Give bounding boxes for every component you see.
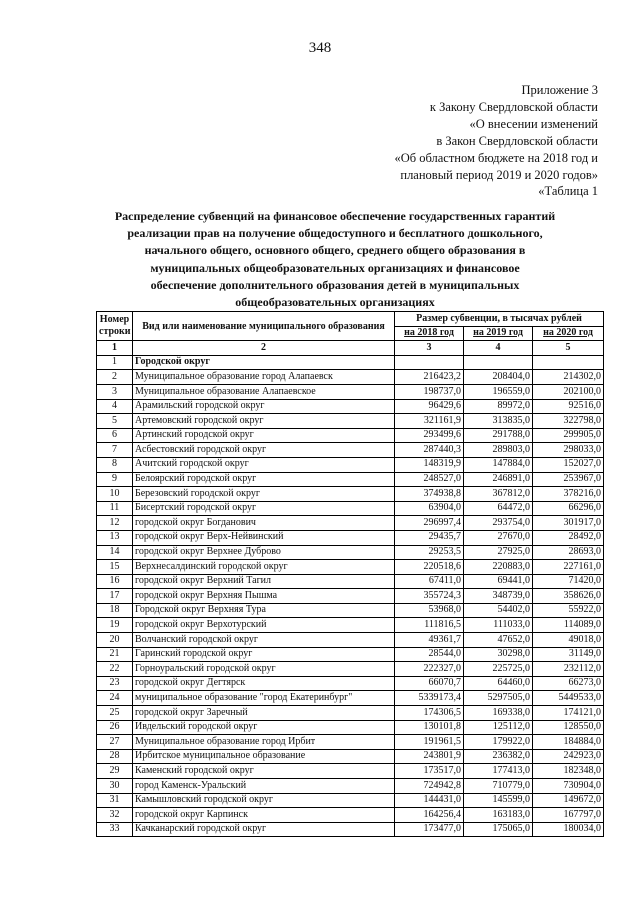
value-2020-cell: 301917,0 (533, 516, 604, 531)
value-2020-cell: 253967,0 (533, 472, 604, 487)
municipality-name-cell: Березовский городской округ (133, 487, 395, 502)
value-2018-cell: 53968,0 (395, 603, 464, 618)
municipality-name-cell: Камышловский городской округ (133, 793, 395, 808)
value-2019-cell: 147884,0 (464, 457, 533, 472)
value-2018-cell: 220518,6 (395, 560, 464, 575)
column-number: 3 (395, 341, 464, 356)
row-number-cell: 8 (97, 457, 133, 472)
value-2020-cell: 378216,0 (533, 487, 604, 502)
header-2019-label: на 2019 год (473, 327, 523, 339)
table-row (97, 735, 604, 750)
table-row (97, 779, 604, 794)
value-2019-cell: 30298,0 (464, 647, 533, 662)
value-2018-cell: 174306,5 (395, 706, 464, 721)
value-2020-cell: 232112,0 (533, 662, 604, 677)
value-2019-cell: 145599,0 (464, 793, 533, 808)
value-2018-cell: 355724,3 (395, 589, 464, 604)
value-2020-cell: 149672,0 (533, 793, 604, 808)
municipality-name-cell: Асбестовский городской округ (133, 443, 395, 458)
table-row (97, 443, 604, 458)
value-2018-cell: 28544,0 (395, 647, 464, 662)
table-row (97, 530, 604, 545)
municipality-name-cell: городской округ Верхотурский (133, 618, 395, 633)
column-number: 4 (464, 341, 533, 356)
row-number-cell: 3 (97, 384, 133, 399)
value-2018-cell: 287440,3 (395, 443, 464, 458)
municipality-name-cell: Муниципальное образование город Ирбит (133, 735, 395, 750)
table-row (97, 676, 604, 691)
value-2018-cell: 49361,7 (395, 633, 464, 648)
value-2018-cell: 173477,0 (395, 822, 464, 837)
value-2020-cell: 227161,0 (533, 560, 604, 575)
value-2020-cell: 152027,0 (533, 457, 604, 472)
value-2020-cell: 182348,0 (533, 764, 604, 779)
value-2018-cell: 216423,2 (395, 370, 464, 385)
value-2020-cell: 71420,0 (533, 574, 604, 589)
header-number-line2: строки (99, 326, 131, 338)
municipality-name-cell: Ачитский городской округ (133, 457, 395, 472)
municipality-name-cell: городской округ Богданович (133, 516, 395, 531)
value-2019-cell: 69441,0 (464, 574, 533, 589)
table-row (97, 793, 604, 808)
table-row (97, 808, 604, 823)
value-2018-cell: 724942,8 (395, 779, 464, 794)
value-2019-cell: 208404,0 (464, 370, 533, 385)
municipality-name-cell: Арамильский городской округ (133, 399, 395, 414)
row-number-cell: 16 (97, 574, 133, 589)
value-2019-cell: 196559,0 (464, 384, 533, 399)
value-2020-cell: 167797,0 (533, 808, 604, 823)
value-2020-cell: 114089,0 (533, 618, 604, 633)
row-number-cell: 25 (97, 706, 133, 721)
title-line: начального общего, основного общего, среднего общего образования в (144, 243, 526, 258)
header-amount: Размер субвенции, в тысячах рублей (395, 312, 604, 327)
table-row (97, 370, 604, 385)
value-2019-cell: 236382,0 (464, 749, 533, 764)
appendix-line: плановый период 2019 и 2020 годов» (400, 168, 598, 182)
table-row (97, 399, 604, 414)
value-2020-cell: 92516,0 (533, 399, 604, 414)
value-2018-cell: 29253,5 (395, 545, 464, 560)
value-2020-cell: 128550,0 (533, 720, 604, 735)
value-2018-cell: 173517,0 (395, 764, 464, 779)
table-row (97, 428, 604, 443)
row-number-cell: 9 (97, 472, 133, 487)
row-number-cell: 30 (97, 779, 133, 794)
value-2020-cell: 730904,0 (533, 779, 604, 794)
value-2019-cell (464, 355, 533, 370)
municipality-name-cell: Каменский городской округ (133, 764, 395, 779)
subvention-table (96, 311, 604, 837)
row-number-cell: 17 (97, 589, 133, 604)
value-2018-cell: 293499,6 (395, 428, 464, 443)
value-2019-cell: 289803,0 (464, 443, 533, 458)
table-row (97, 633, 604, 648)
row-number-cell: 21 (97, 647, 133, 662)
value-2018-cell: 148319,9 (395, 457, 464, 472)
table-row (97, 764, 604, 779)
value-2019-cell: 177413,0 (464, 764, 533, 779)
value-2018-cell: 243801,9 (395, 749, 464, 764)
row-number-cell: 4 (97, 399, 133, 414)
table-row (97, 822, 604, 837)
table-row (97, 487, 604, 502)
row-number-cell: 19 (97, 618, 133, 633)
value-2020-cell: 31149,0 (533, 647, 604, 662)
value-2019-cell: 47652,0 (464, 633, 533, 648)
table-row (97, 560, 604, 575)
table-row (97, 589, 604, 604)
municipality-name-cell: Гаринский городской округ (133, 647, 395, 662)
value-2020-cell: 174121,0 (533, 706, 604, 721)
table-row (97, 472, 604, 487)
municipality-name-cell: Ивдельский городской округ (133, 720, 395, 735)
municipality-name-cell: Артемовский городской округ (133, 414, 395, 429)
table-row (97, 414, 604, 429)
value-2018-cell: 374938,8 (395, 487, 464, 502)
value-2019-cell: 64460,0 (464, 676, 533, 691)
value-2019-cell: 169338,0 (464, 706, 533, 721)
row-number-cell: 18 (97, 603, 133, 618)
municipality-name-cell: Городской округ (133, 355, 395, 370)
value-2018-cell: 144431,0 (395, 793, 464, 808)
value-2020-cell: 55922,0 (533, 603, 604, 618)
table-row (97, 574, 604, 589)
title-line: обеспечение дополнительного образования детей в муниципальных (150, 277, 520, 292)
column-numbers-row (97, 341, 604, 356)
value-2018-cell: 198737,0 (395, 384, 464, 399)
value-2019-cell: 5297505,0 (464, 691, 533, 706)
row-number-cell: 10 (97, 487, 133, 502)
value-2020-cell: 184884,0 (533, 735, 604, 750)
value-2020-cell (533, 355, 604, 370)
value-2020-cell: 5449533,0 (533, 691, 604, 706)
value-2018-cell: 164256,4 (395, 808, 464, 823)
municipality-name-cell: муниципальное образование "город Екатеринбург" (133, 691, 395, 706)
value-2020-cell: 202100,0 (533, 384, 604, 399)
row-number-cell: 28 (97, 749, 133, 764)
header-2020 (533, 326, 604, 341)
value-2018-cell: 5339173,4 (395, 691, 464, 706)
value-2019-cell: 27670,0 (464, 530, 533, 545)
row-number-cell: 13 (97, 530, 133, 545)
municipality-name-cell: городской округ Верхнее Дуброво (133, 545, 395, 560)
value-2018-cell (395, 355, 464, 370)
value-2019-cell: 367812,0 (464, 487, 533, 502)
row-number-cell: 5 (97, 414, 133, 429)
value-2019-cell: 111033,0 (464, 618, 533, 633)
table-body (97, 355, 604, 837)
row-number-cell: 24 (97, 691, 133, 706)
value-2020-cell: 242923,0 (533, 749, 604, 764)
value-2018-cell: 63904,0 (395, 501, 464, 516)
table-row (97, 706, 604, 721)
value-2020-cell: 214302,0 (533, 370, 604, 385)
value-2019-cell: 163183,0 (464, 808, 533, 823)
row-number-cell: 29 (97, 764, 133, 779)
appendix-line: Приложение 3 (521, 83, 598, 97)
municipality-name-cell: Белоярский городской округ (133, 472, 395, 487)
value-2018-cell: 222327,0 (395, 662, 464, 677)
table-row (97, 618, 604, 633)
table-row (97, 501, 604, 516)
value-2018-cell: 29435,7 (395, 530, 464, 545)
value-2019-cell: 710779,0 (464, 779, 533, 794)
column-number: 5 (533, 341, 604, 356)
row-number-cell: 27 (97, 735, 133, 750)
municipality-name-cell: городской округ Заречный (133, 706, 395, 721)
municipality-name-cell: Верхнесалдинский городской округ (133, 560, 395, 575)
value-2019-cell: 27925,0 (464, 545, 533, 560)
value-2018-cell: 66070,7 (395, 676, 464, 691)
municipality-name-cell: городской округ Дегтярск (133, 676, 395, 691)
table-row (97, 662, 604, 677)
municipality-name-cell: город Каменск-Уральский (133, 779, 395, 794)
value-2020-cell: 358626,0 (533, 589, 604, 604)
value-2019-cell: 225725,0 (464, 662, 533, 677)
value-2020-cell: 66296,0 (533, 501, 604, 516)
title-line: общеобразовательных организациях (235, 295, 435, 310)
municipality-name-cell: городской округ Верхняя Пышма (133, 589, 395, 604)
appendix-line: к Закону Свердловской области (429, 100, 598, 114)
value-2019-cell: 246891,0 (464, 472, 533, 487)
table-row (97, 647, 604, 662)
value-2020-cell: 298033,0 (533, 443, 604, 458)
row-number-cell: 1 (97, 355, 133, 370)
row-number-cell: 20 (97, 633, 133, 648)
row-number-cell: 23 (97, 676, 133, 691)
title-line: реализации прав на получение общедоступного и бесплатного дошкольного, (127, 226, 543, 241)
header-municipality: Вид или наименование муниципального образования (133, 312, 395, 341)
value-2018-cell: 296997,4 (395, 516, 464, 531)
value-2019-cell: 313835,0 (464, 414, 533, 429)
header-row-number (97, 312, 133, 341)
value-2019-cell: 175065,0 (464, 822, 533, 837)
table-row (97, 355, 604, 370)
document-title (100, 208, 570, 311)
value-2019-cell: 89972,0 (464, 399, 533, 414)
value-2019-cell: 64472,0 (464, 501, 533, 516)
row-number-cell: 2 (97, 370, 133, 385)
header-number-line1: Номер (99, 313, 130, 325)
table-row (97, 749, 604, 764)
value-2019-cell: 54402,0 (464, 603, 533, 618)
municipality-name-cell: Волчанский городской округ (133, 633, 395, 648)
value-2020-cell: 299905,0 (533, 428, 604, 443)
value-2018-cell: 321161,9 (395, 414, 464, 429)
title-line: муниципальных общеобразовательных организациях и финансовое (150, 260, 520, 275)
column-number: 1 (97, 341, 133, 356)
row-number-cell: 22 (97, 662, 133, 677)
municipality-name-cell: Ирбитское муниципальное образование (133, 749, 395, 764)
municipality-name-cell: городской округ Карпинск (133, 808, 395, 823)
row-number-cell: 31 (97, 793, 133, 808)
value-2018-cell: 67411,0 (395, 574, 464, 589)
municipality-name-cell: Муниципальное образование Алапаевское (133, 384, 395, 399)
column-number: 2 (133, 341, 395, 356)
value-2018-cell: 248527,0 (395, 472, 464, 487)
row-number-cell: 11 (97, 501, 133, 516)
table-row (97, 384, 604, 399)
municipality-name-cell: Горноуральский городской округ (133, 662, 395, 677)
table-row (97, 516, 604, 531)
value-2020-cell: 180034,0 (533, 822, 604, 837)
row-number-cell: 15 (97, 560, 133, 575)
appendix-line: «О внесении изменений (469, 117, 598, 131)
value-2019-cell: 348739,0 (464, 589, 533, 604)
value-2019-cell: 125112,0 (464, 720, 533, 735)
value-2020-cell: 66273,0 (533, 676, 604, 691)
header-2018 (395, 326, 464, 341)
municipality-name-cell: городской округ Верх-Нейвинский (133, 530, 395, 545)
title-line: Распределение субвенций на финансовое обеспечение государственных гарантий (114, 209, 556, 223)
value-2020-cell: 28693,0 (533, 545, 604, 560)
row-number-cell: 33 (97, 822, 133, 837)
municipality-name-cell: Городской округ Верхняя Тура (133, 603, 395, 618)
value-2018-cell: 96429,6 (395, 399, 464, 414)
value-2019-cell: 293754,0 (464, 516, 533, 531)
municipality-name-cell: Качканарский городской округ (133, 822, 395, 837)
value-2019-cell: 179922,0 (464, 735, 533, 750)
value-2019-cell: 291788,0 (464, 428, 533, 443)
municipality-name-cell: городской округ Верхний Тагил (133, 574, 395, 589)
header-2019 (464, 326, 533, 341)
municipality-name-cell: Артинский городской округ (133, 428, 395, 443)
value-2020-cell: 49018,0 (533, 633, 604, 648)
value-2018-cell: 191961,5 (395, 735, 464, 750)
row-number-cell: 12 (97, 516, 133, 531)
header-2020-label: на 2020 год (543, 327, 593, 339)
row-number-cell: 7 (97, 443, 133, 458)
table-row (97, 603, 604, 618)
row-number-cell: 26 (97, 720, 133, 735)
table-row (97, 720, 604, 735)
value-2020-cell: 28492,0 (533, 530, 604, 545)
municipality-name-cell: Муниципальное образование город Алапаевск (133, 370, 395, 385)
value-2018-cell: 111816,5 (395, 618, 464, 633)
row-number-cell: 32 (97, 808, 133, 823)
table-row (97, 545, 604, 560)
appendix-line: в Закон Свердловской области (436, 134, 598, 148)
row-number-cell: 14 (97, 545, 133, 560)
value-2018-cell: 130101,8 (395, 720, 464, 735)
table-label: «Таблица 1 (538, 184, 598, 198)
table-row (97, 457, 604, 472)
table-row (97, 691, 604, 706)
value-2019-cell: 220883,0 (464, 560, 533, 575)
appendix-header (394, 82, 598, 184)
value-2020-cell: 322798,0 (533, 414, 604, 429)
page-number: 348 (308, 40, 332, 56)
municipality-name-cell: Бисертский городской округ (133, 501, 395, 516)
appendix-line: «Об областном бюджете на 2018 год и (394, 151, 598, 165)
row-number-cell: 6 (97, 428, 133, 443)
header-2018-label: на 2018 год (404, 327, 454, 339)
